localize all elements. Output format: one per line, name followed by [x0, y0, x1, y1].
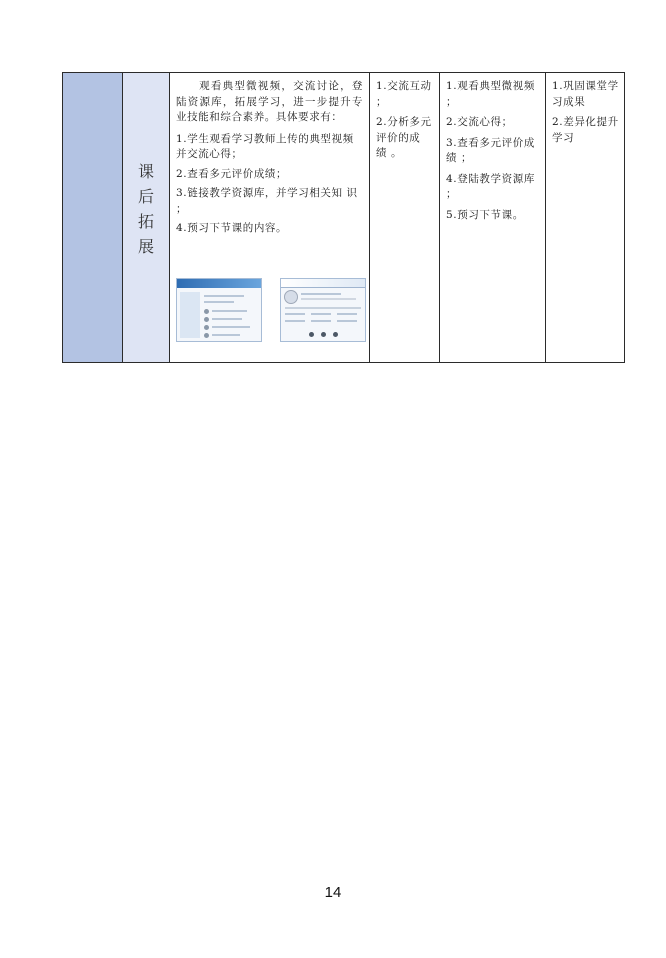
design-intent-item: 1.巩固课堂学习成果: [552, 80, 619, 108]
lesson-plan-table: [62, 72, 625, 363]
teacher-activity-cell: [370, 73, 440, 362]
student-activity-list: [446, 79, 541, 223]
student-activity-item: 5.预习下节课。: [446, 208, 524, 221]
teacher-activity-list: [376, 79, 435, 162]
page-number: 14: [324, 884, 342, 901]
design-intent-cell: [546, 73, 624, 362]
requirement-item: 4.预习下节课的内容。: [176, 222, 288, 234]
requirement-item: 1.学生观看学习教师上传的典型视频并交流心得；: [176, 132, 354, 160]
stage-color-column: [63, 73, 123, 362]
content-cell: [170, 73, 370, 362]
stage-title-char: 后: [137, 187, 154, 206]
teacher-activity-item: 2.分析多元评价的成 绩 。: [376, 116, 432, 159]
content-intro: 观看典型微视频，交流讨论，登陆资源库，拓展学习，进一步提升专业技能和综合素养。具体要求有：: [176, 80, 363, 123]
requirements-list: [176, 132, 363, 237]
stage-title: [123, 159, 169, 259]
stage-title-char: 课: [137, 162, 154, 181]
platform-screenshot-image: [176, 278, 262, 342]
student-activity-item: 2.交流心得；: [446, 116, 513, 128]
student-activity-cell: [440, 73, 546, 362]
screenshot-thumbnails: [176, 278, 366, 344]
evaluation-screenshot-image: [280, 278, 366, 342]
stage-title-char: 展: [137, 237, 154, 256]
design-intent-list: [552, 79, 620, 146]
student-activity-item: 1.观看典型微视频 ；: [446, 80, 535, 108]
design-intent-item: 2.差异化提升学习: [552, 116, 619, 144]
stage-title-char: 拓: [137, 212, 154, 231]
teacher-activity-item: 1.交流互动 ；: [376, 80, 432, 108]
student-activity-item: 4.登陆教学资源库 ；: [446, 172, 535, 200]
student-activity-item: 3.查看多元评价成 绩 ；: [446, 136, 535, 164]
stage-title-cell: [123, 73, 170, 362]
requirement-item: 2.查看多元评价成绩；: [176, 167, 288, 180]
requirement-item: 3.链接教学资源库，并学习相关知 识 ；: [176, 187, 358, 215]
